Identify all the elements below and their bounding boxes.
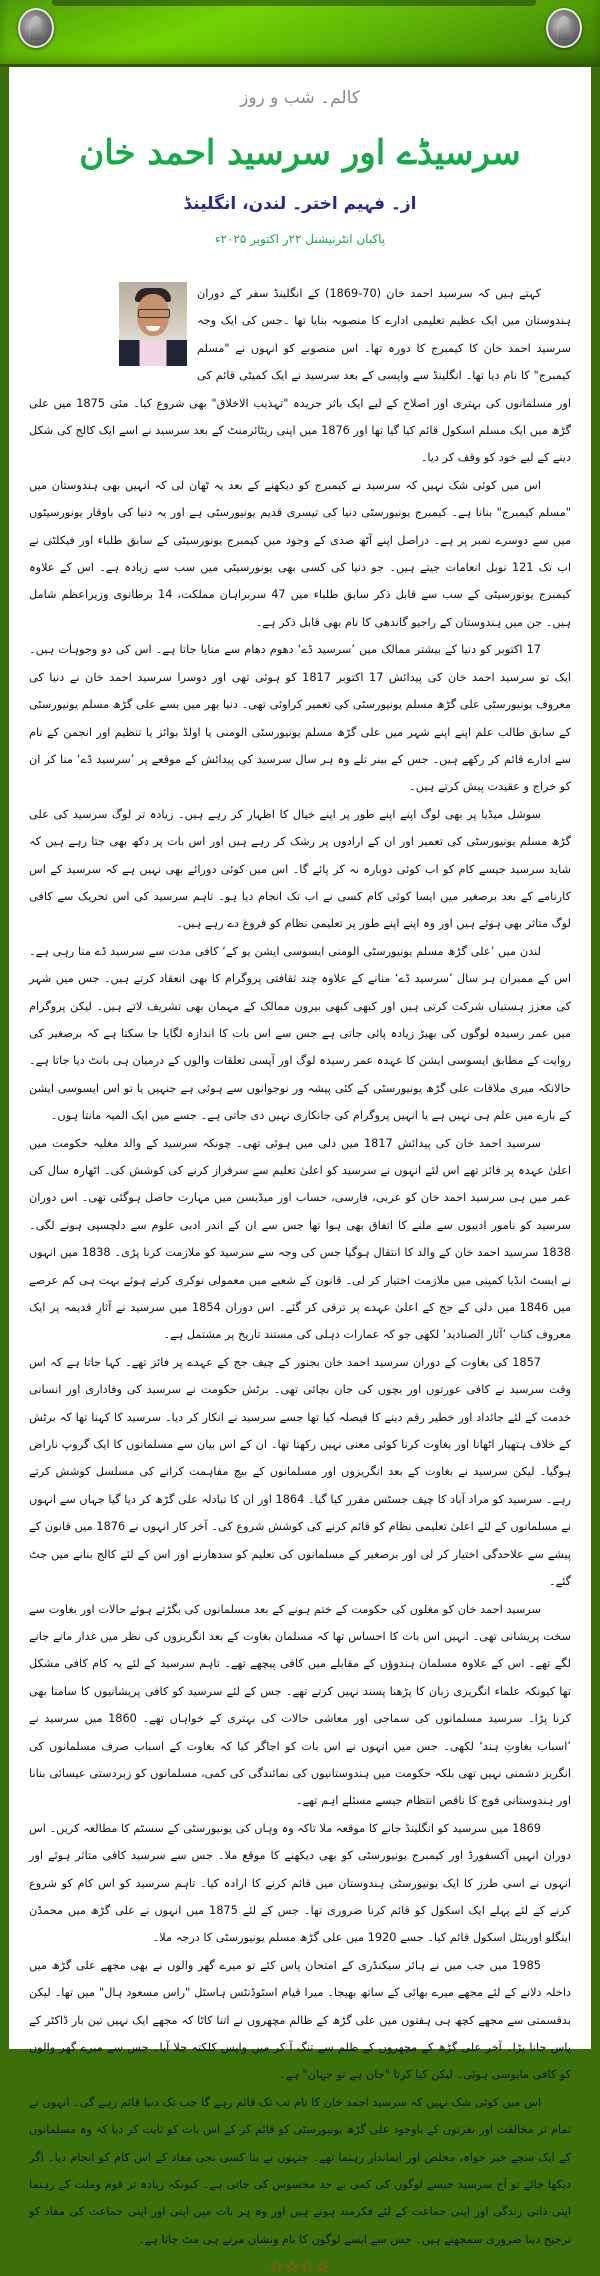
article-body xyxy=(9,280,591,2253)
author-byline: از۔ فہیم اختر۔ لندن، انگلینڈ xyxy=(183,194,417,214)
article-page xyxy=(9,67,591,2276)
rivet-icon xyxy=(18,8,54,48)
author-photo xyxy=(119,282,187,366)
paragraph: اس میں کوئی شک نہیں کہ سرسید احمد خان کا نام تب تک قائم رہے گا جب تک دنیا قائم رہے گی۔ انہوں نے تمام تر مخالفت اور نفرتوں کے باوجود علی گڑھ یونیورسٹی کو قائم کر کے اس بات کو ثابت کر دیا کہ وہ مسلمانوں کے ایک سچے خیر خواہ، مخلص اور ایماندار رہنما تھے۔ جنہوں نے بنا کسی نجی مفاد کے اس کام کو انجام دیا۔ اگر دیکھا جائے تو آج سرسید جیسے لوگوں کی کمی بے حد محسوس کی جاتی ہے۔ کیونکہ زیادہ تر قوم وملت کے رہنما اپنی ذاتی زندگی اور اپنی جماعت کے لئے فکرمند ہوتے ہیں اور وہ ہر بات میں اپنی اور اپنی جماعت کی مفاد کو ترجیح دینا ضروری سمجھتے ہیں۔ جس سے ایسے لوگوں کا نام ونشان مرتے ہی مٹ جاتا ہے۔ xyxy=(29,2095,571,2246)
paragraph: سرسید احمد خان کو مغلوں کی حکومت کے ختم ہونے کے بعد مسلمانوں کی بگڑتے ہوئے حالات اور بغاوت سے سخت پریشانی تھی۔ انہیں اس بات کا احساس تھا کہ مسلمان بغاوت کے بعد انگریزوں کی نظر میں غدار مانے جانے لگے تھے۔ اس کے علاوہ مسلمان ہندوؤں کے مقابلے میں کافی پیچھے تھے۔ تاہم سرسید کے لئے یہ کام کافی مشکل تھا کیونکہ علماء انگریزی زبان کا پڑھنا پسند نہیں کرتے تھے۔ جس کے لئے سرسید کو کافی پریشانیوں کا سامنا بھی کرنا پڑا۔ سرسید مسلمانوں کی سماجی اور معاشی حالات کی بہتری کے خواہاں تھے۔ 1860 میں سرسید نے ’اسباب بغاوتِ ہند‘ لکھی۔ جس میں انہوں نے اس بات کو اجاگر کیا کہ بغاوت کے اسباب صرف مسلمانوں کی انگریز دشمنی نہیں تھی بلکہ حکومت میں ہندوستانیوں کی نمائندگی کی کمی، مسلمانوں کو زبردستی عیسائی بنانا اور ہندوستانی فوج کا ناقص انتظام جیسے مسئلے اہم تھے۔ xyxy=(29,1602,571,1808)
paragraph: سرسید احمد خان کی پیدائش 1817 میں دلی میں ہوئی تھی۔ چونکہ سرسید کے والد مغلیہ حکومت میں اعلیٰ عہدہ پر فائز تھے اس لئے انہوں نے سرسید کو اعلیٰ تعلیم سے سرفراز کرنے کی کوشش کی۔ اٹھارہ سال کی عمر میں ہی سرسید احمد خان کو عربی، فارسی، حساب اور میڈیسن میں مہارت حاصل ہوگئی تھی۔ اس دوران سرسید کو نامور ادیبوں سے ملنے کا اتفاق بھی ہوا تھا جس سے ان کے اندر ادبی علوم سے دلچسپی ہونے لگی۔ 1838 سرسید احمد خان کے والد کا انتقال ہوگیا جس کی وجہ سے سرسید کو ملازمت کرنا پڑی۔ 1838 میں انہوں نے ایسٹ انڈیا کمپنی میں ملازمت اختیار کر لی۔ قانون کے شعبے میں معمولی نوکری کرتے ہوئے بہت ہی کم عرصے میں 1846 میں دلی کے جج کے اعلیٰ عہدے پر ترقی کر گئے۔ اس دوران 1854 میں سرسید نے آثارِ قدیمہ پر ایک معروف کتاب ’آثار الصنادید‘ لکھی جو کہ عمارات دہلی کی مستند تاریخ پر مشتمل ہے۔ xyxy=(29,1136,572,1342)
paragraph: 1857 کی بغاوت کے دوران سرسید احمد خان بجنور کے چیف جج کے عہدے پر فائز تھے۔ کہا جاتا ہے کہ اس وقت سرسید نے کافی عورتوں اور بچوں کی جان بچائی تھی۔ برٹش حکومت نے سرسید کی وفاداری اور انسانی خدمت کے لئے جائداد اور خطیر رقم دینے کا فیصلہ کیا تھا جسے سرسید نے انکار کر دیا۔ سرسید کا کہنا تھا کہ برٹش کے خلاف ہتھیار اٹھانا اور بغاوت کرنا کوئی معنی نہیں رکھتا تھا۔ ان کے اس بیان سے مسلمانوں کا ایک گروپ ناراض ہوگیا۔ لیکن سرسید نے بغاوت کے بعد انگریزوں اور مسلمانوں کے بیچ مفاہمت کرانے کی مسلسل کوشش کرتے رہے۔ سرسید کو مراد آباد کا چیف جسٹس مقرر کیا گیا۔ 1864 اور ان کا تبادلہ علی گڑھ کر دیا گیا جہاں سے انہوں نے مسلمانوں کے لئے اعلیٰ تعلیمی نظام کو قائم کرنے کی کوشش شروع کی۔ آخر کار انہوں نے 1876 میں قانون کے پیشے سے علاحدگی اختیار کر لی اور برصغیر کے مسلمانوں کی تعلیم کو سدھارنے اور اس کے لئے کالج بنانے میں جٹ گئے۔ xyxy=(29,1355,572,1589)
end-mark-stars-icon: ☆☆☆☆ xyxy=(269,2257,331,2276)
column-label: کالم۔ شب و روز xyxy=(240,88,360,108)
paragraph: سوشل میڈیا پر بھی لوگ اپنے اپنے طور پر اپنے خیال کا اظہار کر رہے ہیں۔ زیادہ تر لوگ سرسید کی علی گڑھ مسلم یونیورسٹی کی تعمیر اور ان کے ارادوں پر رشک کر رہے ہیں اور اس بات پر دکھ بھی جتا رہے ہیں کہ شاید سرسید جیسے کام کو اب کوئی دوبارہ نہ کر پائے گا۔ اس میں کوئی دورائے بھی نہیں ہے کہ سرسید کے اس کارنامے کے بعد برصغیر میں ایسا کوئی کام کسی نے اب تک انجام دیا ہو۔ تاہم سرسید کی اس تحریک سے کافی لوگ متاثر بھی ہوئے ہیں اور وہ اپنے اپنے طور پر تعلیمی نظام کو فروغ دے رہے ہیں۔ xyxy=(29,807,571,931)
paragraph: اس میں کوئی شک نہیں کہ سرسید نے کیمبرج کو دیکھنے کے بعد یہ ٹھان لی کہ انہیں بھی ہندوستان میں "مسلم کیمبرج" بنانا ہے۔ کیمبرج یونیورسٹی دنیا کی تیسری قدیم یونیورسٹی ہے اور یہ دنیا کی باوقار یونورسیٹوں میں سے دوسرے نمبر پر ہے۔ دراصل اپنے آٹھ صدی کے وجود میں کیمبرج یونورسیٹی کے سابق طلباء اور فیکلٹی نے اب تک 121 نوبل انعامات جیتے ہیں۔ جو دنیا کی کسی بھی یونورسیٹی میں سب سے زیادہ ہے۔ اس کے علاوہ کیمبرج یونورسیٹی کے سب سے قابل ذکر سابق طلباء میں 47 سربراہان مملکت، 14 برطانوی وزیراعظم شامل ہیں۔ جن میں ہندوستان کے راجیو گاندھی کا نام بھی قابل ذکر ہے۔ xyxy=(29,478,572,629)
paragraph: 1985 میں جب میں نے ہائر سیکنڈری کے امتحان پاس کئے تو میرے گھر والوں نے بھی مجھے علی گڑھ میں داخلہ دلانے کے لئے مجھے میرے بھائی کے ساتھ بھیجا۔ میرا قیام اسٹوڈنٹس ہاسٹل "راس مسعود ہال" میں تھا۔ لیکن بدقسمتی سے مجھے کچھ ہی ہفتوں میں علی گڑھ کے ظالم مچھروں نے اتنا کاٹا کہ مجھے ایک نہیں تین بار ڈاکٹر کے پاس جانا پڑا۔ آخر علی گڑھ کے مچھروں کے ظلم سے تنگ آ کر میں واپس کلکتہ چلا آیا۔ جس سے میرے گھر والوں کو کافی مایوسی ہوئی۔ لیکن کیا کرتا "جان ہے تو جہان" ہے۔ xyxy=(29,1958,571,2082)
paragraph: 17 اکتوبر کو دنیا کے بیشتر ممالک میں ’سرسید ڈے‘ دھوم دھام سے منایا جاتا ہے۔ اس کی دو وجوہات ہیں۔ ایک تو سرسید احمد خان کی پیدائش 17 اکتوبر 1817 کو ہوئی تھی اور دوسرا سرسید احمد خان نے دنیا کی معروف یونیورسٹی علی گڑھ مسلم یونیورسٹی کی تعمیر کراوئی تھی۔ دنیا بھر میں بسے علی گڑھ مسلم یونیورسٹی کے سابق طالب علم اپنے اپنے شہر میں علی گڑھ مسلم یونیورسٹی الومنی یا اولڈ بوائز یا تنظیم اور انجمن کے نام سے ادارے قائم کر رکھے ہیں۔ جس کے بینر تلے وہ ہر سال سرسید کی پیدائش کے موقعے پر ’سرسید ڈے‘ منا کر ان کو خراج و عقیدت پیش کرتے ہیں۔ xyxy=(29,643,572,794)
article-title: سرسیڈے اور سرسید احمد خان xyxy=(79,133,521,173)
publication-source: پاکبان انٹرنیشنل ۲۲ر اکتوبر ۲۰۲۵ء xyxy=(214,232,386,246)
paragraph: کہتے ہیں کہ سرسید احمد خان (70-1869) کے انگلینڈ سفر کے دوران ہندوستان میں ایک عظیم تعلیمی ادارے کا منصوبہ بنایا تھا ۔جس کی ایک وجہ سرسید احمد خان کا کیمبرج کا دورہ تھا۔ اس منصوبے کو انہوں نے "مسلم کیمبرج" کا نام دیا تھا۔ انگلینڈ سے واپسی کے بعد سرسید نے ایک کمیٹی قائم کی اور مسلمانوں کی بہتری اور اصلاح کے لیے ایک باثر جریدہ "تہذیب الاخلاق" بھی شروع کیا۔ مئی 1875 میں علی گڑھ میں ایک مسلم اسکول قائم کیا گیا تھا اور 1876 میں اپنی ریٹائرمنٹ کے بعد سرسید نے اسے ایک کالج کی شکل دینے کے لیے خود کو وقف کر دیا۔ xyxy=(29,287,571,465)
paragraph: لندن میں ’علی گڑھ مسلم یونیورسٹی الومنی ایسوسی ایشن یو کے‘ کافی مدت سے سرسید ڈے منا رہی ہے۔ اس کے ممبران ہر سال ’سرسید ڈے‘ منانے کے علاوہ چند ثقافتی پروگرام کا بھی انعقاد کرتے ہیں۔ جس میں شہر کی معزز ہستیاں شرکت کرتی ہیں اور کبھی کبھی بیرون ممالک کے مہمان بھی تشریف لاتے ہیں۔ لیکن پروگرام میں عمر رسیدہ لوگوں کی بھیڑ زیادہ پائی جاتی ہے جس سے اس بات کا اندازہ لگایا جا سکتا ہے کہ برصغیر کی روایت کے مطابق ایسوسی ایشن کا عہدہ عمر رسیدہ لوگ اور آپسی تعلقات والوں کے درمیان ہی بانٹ دیا جاتا ہے۔ حالانکہ میری ملاقات علی گڑھ یونیورسٹی کے کئی پیشہ ور نوجوانوں سے ہوئی ہے جنہیں یا تو اس ایسوسی ایشن کے بارے میں علم ہی نہیں ہے یا انہیں پروگرام کی جانکاری نہیں دی جاتی ہے۔ جسے میں ایک المیہ مانتا ہوں۔ xyxy=(29,944,571,1123)
rivet-icon xyxy=(546,8,582,48)
paragraph: 1869 میں سرسید کو انگلینڈ جانے کا موقعہ ملا تاکہ وہ وہاں کی یونیورسٹی کے سسٹم کا مطالعہ کریں۔ اس دوران انہیں آکسفورڈ اور کیمبرج یونیورسٹی کو بھی دیکھنے کا موقع ملا۔ جس سے سرسید کافی متاثر ہوئے اور انہوں نے اسی طرز کا ایک یونیورسٹی ہندوستان میں قائم کرنے کا ارادہ کیا۔ تاہم سرسید کو اس کام کو شروع کرنے کے لئے پہلے ایک اسکول کو قائم کرنا ضروری تھا۔ جس کے لئے 1875 میں انہوں نے علی گڑھ میں محمڈن اینگلو اورینٹل اسکول قائم کیا۔ جسے 1920 میں علی گڑھ مسلم یونیورسٹی کا درجہ ملا۔ xyxy=(29,1821,571,1945)
header-bar xyxy=(0,0,600,67)
